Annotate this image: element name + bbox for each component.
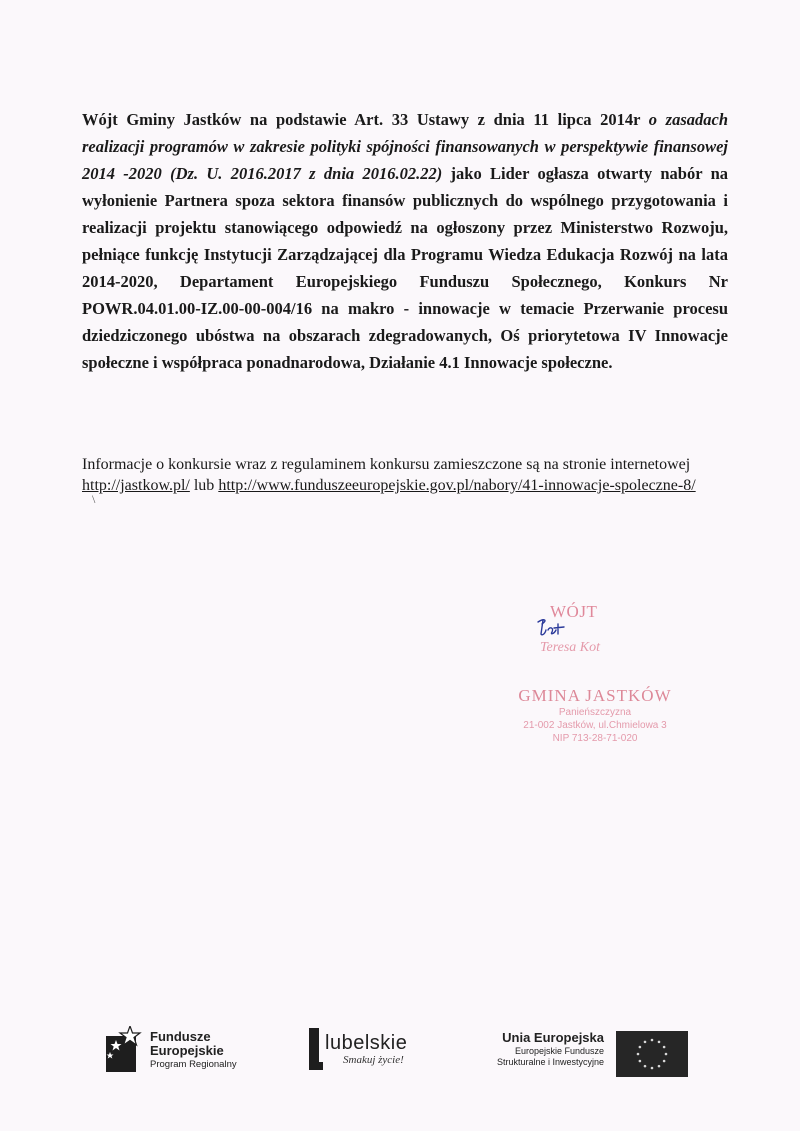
eu-star: [637, 1053, 640, 1056]
eu-star: [658, 1065, 661, 1068]
gmina-stamp: [480, 686, 710, 745]
info-paragraph: [82, 454, 722, 496]
announcement-intro: Wójt Gminy Jastków na podstawie Art. 33 Ustawy z dnia 11 lipca 2014r: [82, 110, 649, 129]
stamp-signatory-name: Teresa Kot: [540, 640, 601, 655]
lubelskie-tagline: Smakuj życie!: [343, 1054, 404, 1066]
eu-star: [639, 1046, 642, 1049]
eu-star: [651, 1039, 654, 1042]
announcement-body: jako Lider ogłasza otwarty nabór na wyłonienie Partnera spoza sektora finansów publicznych do wspólnego przygotowania i realizacji projektu stanowiącego odpowiedź na ogłoszony przez Ministerstwo Rozwoju, pełniące funkcję Instytucji Zarządzającej dla Programu Wiedza Edukacja Rozwój na lata 2014-2020, Departament Europejskiego Funduszu Społecznego, Konkurs Nr POWR.04.01.00-IZ.00-00-004/16 na makro - innowacje w temacie Przerwanie procesu dziedziczonego ubóstwa na obszarach zdegradowanych, Oś priorytetowa IV Innowacje społeczne i współpraca ponadnarodowa, Działanie 4.1 Innowacje społeczne.: [82, 164, 729, 372]
lubelskie-wordmark: lubelskie: [325, 1032, 408, 1054]
eu-star: [644, 1065, 647, 1068]
signature: [534, 616, 574, 638]
fe-logo-line2: Europejskie: [150, 1043, 224, 1058]
jastkow-link[interactable]: http://jastkow.pl/: [82, 477, 190, 494]
gmina-stamp-locality: Panieńszczyzna: [558, 707, 632, 718]
lubelskie-mark-icon: [307, 1026, 325, 1072]
lubelskie-logo: [307, 1026, 427, 1076]
fe-logo-line1: Fundusze: [150, 1029, 211, 1044]
eu-flag-icon: [616, 1031, 688, 1077]
fe-logo-line3: Program Regionalny: [150, 1059, 237, 1070]
fundusze-star-icon: [104, 1026, 144, 1072]
fundusze-link[interactable]: http://www.funduszeeuropejskie.gov.pl/nabory/41-innowacje-spoleczne-8/: [218, 477, 696, 494]
eu-star: [665, 1053, 668, 1056]
eu-star: [639, 1060, 642, 1063]
eu-star: [651, 1067, 654, 1070]
fundusze-europejskie-logo: [104, 1026, 279, 1074]
gmina-stamp-address: 21-002 Jastków, ul.Chmielowa 3: [523, 720, 667, 731]
info-connector: lub: [189, 477, 219, 494]
ue-logo-line1: Unia Europejska: [502, 1030, 604, 1045]
ue-logo-line3: Strukturalne i Inwestycyjne: [496, 1057, 604, 1067]
info-text: Informacje o konkursie wraz z regulaminem konkursu zamieszczone są na stronie internetowej: [82, 456, 691, 473]
ue-logo-line2: Europejskie Fundusze: [514, 1046, 604, 1056]
eu-star: [663, 1060, 666, 1063]
stray-mark: \: [92, 492, 96, 506]
gmina-stamp-nip: NIP 713-28-71-020: [552, 733, 638, 744]
stamp-wojt-title: WÓJT: [550, 602, 598, 621]
eu-star: [644, 1041, 647, 1044]
eu-star: [658, 1041, 661, 1044]
eu-star: [663, 1046, 666, 1049]
unia-europejska-logo: [460, 1028, 690, 1076]
announcement-text: [82, 106, 728, 376]
announcement-act-title: o zasadach realizacji programów w zakresie polityki spójności finansowanych w perspektywie finansowej 2014 -2020 (Dz. U. 2016.2017 z dnia 2016.02.22): [82, 110, 728, 183]
gmina-stamp-title: GMINA JASTKÓW: [518, 686, 672, 705]
